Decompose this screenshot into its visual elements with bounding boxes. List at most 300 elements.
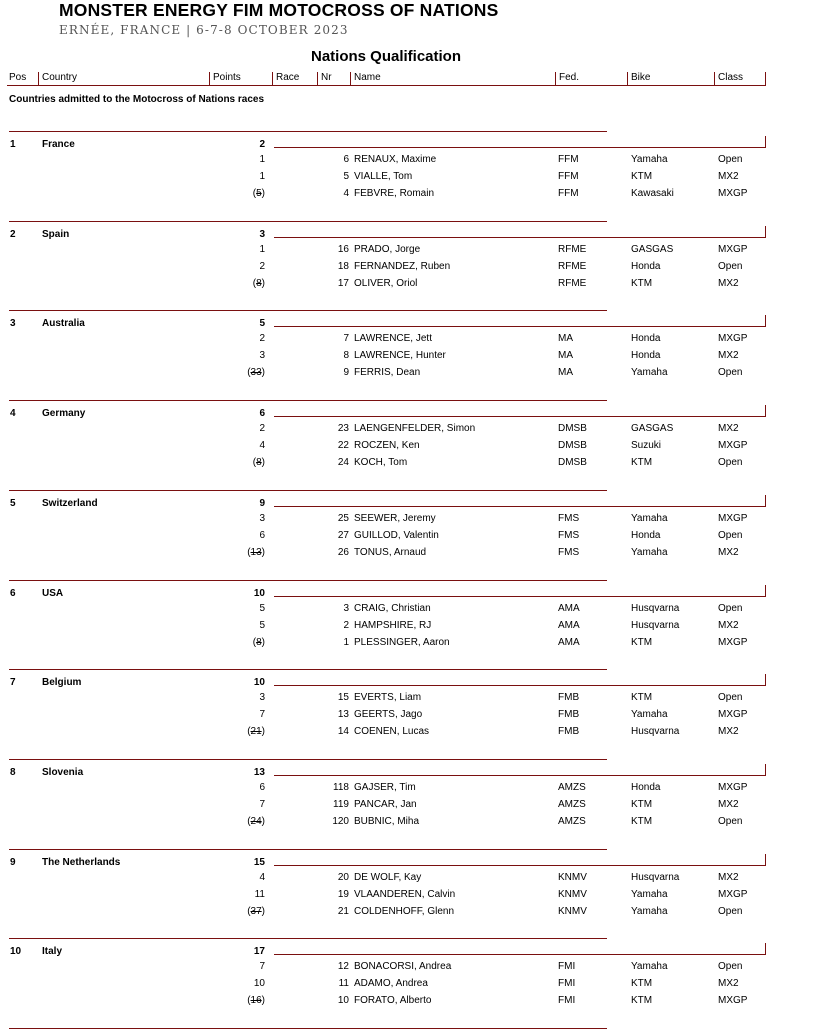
rider-number: 8 (343, 350, 349, 361)
rider-number: 17 (337, 278, 349, 289)
rider-number: 24 (337, 457, 349, 468)
rider-row (0, 816, 830, 833)
table-bottom-divider (9, 1028, 607, 1029)
rider-row (0, 457, 830, 474)
rider-race-result (200, 261, 265, 272)
rider-bike: KTM (631, 799, 653, 810)
rider-race-result: (21) (247, 726, 265, 737)
team-bracket-line (274, 495, 766, 507)
event-title: MONSTER ENERGY FIM MOTOCROSS OF NATIONS (59, 0, 499, 20)
rider-race-result (200, 978, 265, 989)
team-points: 3 (259, 229, 265, 240)
race-result-value: 2 (259, 261, 265, 272)
team-points: 13 (253, 767, 265, 778)
column-header-pos: Pos (9, 72, 27, 83)
team-bracket-line (274, 405, 766, 417)
rider-number: 1 (343, 637, 349, 648)
team-bracket-line (274, 943, 766, 955)
rider-bike: Honda (631, 782, 661, 793)
rider-class: MX2 (718, 350, 739, 361)
rider-race-result (200, 961, 265, 972)
race-result-value: 6 (259, 782, 265, 793)
rider-class: Open (718, 906, 743, 917)
team-bracket-line (274, 136, 766, 148)
rider-federation: FMS (558, 547, 580, 558)
race-result-value: 7 (259, 709, 265, 720)
rider-number: 3 (343, 603, 349, 614)
rider-federation: DMSB (558, 457, 587, 468)
rider-row (0, 244, 830, 261)
rider-class: Open (718, 603, 743, 614)
team-divider (9, 759, 607, 760)
race-result-value: 3 (259, 350, 265, 361)
rider-row (0, 154, 830, 171)
rider-number: 14 (337, 726, 349, 737)
rider-name: BONACORSI, Andrea (354, 961, 452, 972)
rider-race-result (200, 603, 265, 614)
rider-race-result: (8) (252, 278, 265, 289)
rider-federation: FMB (558, 692, 580, 703)
rider-class: MX2 (718, 799, 739, 810)
rider-row (0, 961, 830, 978)
rider-row (0, 440, 830, 457)
rider-number: 19 (337, 889, 349, 900)
rider-class: MX2 (718, 620, 739, 631)
rider-number: 12 (337, 961, 349, 972)
race-result-value: 1 (259, 171, 265, 182)
team-points: 2 (259, 139, 265, 150)
team-divider (9, 669, 607, 670)
team-position: 3 (10, 318, 16, 329)
race-result-value: 5 (259, 620, 265, 631)
rider-name: EVERTS, Liam (354, 692, 422, 703)
rider-name: LAENGENFELDER, Simon (354, 423, 476, 434)
rider-class: MX2 (718, 978, 739, 989)
team-block (0, 400, 830, 490)
rider-race-result (200, 709, 265, 720)
rider-federation: MA (558, 350, 573, 361)
rider-number: 2 (343, 620, 349, 631)
rider-number: 4 (343, 188, 349, 199)
race-result-value: 10 (253, 978, 265, 989)
rider-race-result (200, 513, 265, 524)
rider-race-result: (37) (247, 906, 265, 917)
column-header-name: Name (350, 72, 554, 85)
dropped-race-result: 5 (256, 188, 262, 199)
race-result-value: 3 (259, 513, 265, 524)
rider-bike: Husqvarna (631, 726, 680, 737)
rider-race-result (200, 889, 265, 900)
race-result-value: 7 (259, 961, 265, 972)
race-result-value: 11 (254, 889, 265, 900)
column-header-points: Points (209, 72, 271, 85)
rider-name: TONUS, Arnaud (354, 547, 427, 558)
rider-federation: AMZS (558, 816, 586, 827)
team-bracket-line (274, 226, 766, 238)
race-result-value: 1 (259, 154, 265, 165)
rider-bike: Yamaha (631, 709, 668, 720)
team-block (0, 669, 830, 759)
rider-name: VLAANDEREN, Calvin (354, 889, 456, 900)
rider-federation: MA (558, 367, 573, 378)
rider-name: BUBNIC, Miha (354, 816, 420, 827)
team-block (0, 490, 830, 580)
race-result-value: 4 (259, 872, 265, 883)
team-block (0, 938, 830, 1028)
rider-number: 5 (343, 171, 349, 182)
dropped-race-result: 8 (256, 457, 262, 468)
rider-federation: FMI (558, 961, 576, 972)
team-position: 7 (10, 677, 16, 688)
rider-row (0, 799, 830, 816)
rider-number: 120 (332, 816, 349, 827)
rider-race-result (200, 530, 265, 541)
rider-bike: Honda (631, 333, 661, 344)
rider-name: LAWRENCE, Jett (354, 333, 432, 344)
rider-name: CRAIG, Christian (354, 603, 431, 614)
rider-bike: KTM (631, 171, 653, 182)
team-divider (9, 221, 607, 222)
team-country: Belgium (42, 677, 82, 688)
rider-class: MX2 (718, 872, 739, 883)
rider-federation: AMA (558, 603, 580, 614)
team-country: Germany (42, 408, 86, 419)
team-country: The Netherlands (42, 857, 121, 868)
rider-federation: RFME (558, 261, 587, 272)
rider-class: MX2 (718, 726, 739, 737)
team-position: 8 (10, 767, 16, 778)
team-position: 6 (10, 588, 16, 599)
team-points: 10 (253, 677, 265, 688)
section-label: Countries admitted to the Motocross of Nations races (9, 94, 265, 105)
rider-bike: GASGAS (631, 423, 674, 434)
team-divider (9, 490, 607, 491)
team-block (0, 759, 830, 849)
dropped-race-result: 8 (256, 637, 262, 648)
team-bracket-line (274, 854, 766, 866)
rider-class: MXGP (718, 513, 748, 524)
rider-race-result (200, 350, 265, 361)
rider-bike: Husqvarna (631, 872, 680, 883)
rider-class: Open (718, 154, 743, 165)
rider-class: MX2 (718, 547, 739, 558)
rider-name: LAWRENCE, Hunter (354, 350, 446, 361)
team-country: USA (42, 588, 64, 599)
column-header-bike: Bike (627, 72, 713, 85)
rider-federation: FMS (558, 513, 580, 524)
rider-name: SEEWER, Jeremy (354, 513, 436, 524)
rider-federation: RFME (558, 244, 587, 255)
rider-row (0, 995, 830, 1012)
team-country: Australia (42, 318, 85, 329)
rider-class: MXGP (718, 244, 748, 255)
rider-federation: FFM (558, 171, 579, 182)
header-divider (7, 85, 766, 86)
rider-bike: Yamaha (631, 906, 668, 917)
dropped-race-result: 13 (250, 547, 262, 558)
rider-row (0, 367, 830, 384)
rider-class: Open (718, 261, 743, 272)
rider-race-result (200, 799, 265, 810)
column-header-fed: Fed. (555, 72, 627, 85)
rider-row (0, 278, 830, 295)
rider-race-result (200, 244, 265, 255)
rider-row (0, 603, 830, 620)
rider-race-result: (5) (252, 188, 265, 199)
rider-number: 119 (333, 799, 349, 810)
rider-row (0, 333, 830, 350)
rider-bike: Yamaha (631, 547, 668, 558)
rider-bike: Suzuki (631, 440, 662, 451)
team-country: Spain (42, 229, 70, 240)
rider-federation: AMZS (558, 799, 586, 810)
column-header-race: Race (272, 72, 316, 85)
rider-number: 7 (343, 333, 349, 344)
rider-name: VIALLE, Tom (354, 171, 413, 182)
column-header-country: Country (38, 72, 208, 85)
rider-federation: FMB (558, 709, 580, 720)
rider-federation: FFM (558, 154, 579, 165)
header-divider (765, 72, 766, 85)
dropped-race-result: 37 (250, 906, 262, 917)
rider-race-result: (8) (252, 457, 265, 468)
rider-race-result (200, 782, 265, 793)
rider-number: 23 (337, 423, 349, 434)
rider-class: MX2 (718, 171, 739, 182)
dropped-race-result: 24 (250, 816, 262, 827)
rider-federation: FFM (558, 188, 579, 199)
rider-federation: FMI (558, 978, 576, 989)
team-position: 4 (10, 408, 16, 419)
column-header-nr: Nr (317, 72, 349, 85)
team-position: 1 (10, 139, 16, 150)
team-bracket-line (274, 674, 766, 686)
team-divider (9, 400, 607, 401)
team-bracket-line (274, 315, 766, 327)
rider-bike: KTM (631, 457, 653, 468)
rider-bike: KTM (631, 995, 653, 1006)
rider-bike: Yamaha (631, 154, 668, 165)
rider-bike: Honda (631, 530, 661, 541)
rider-federation: DMSB (558, 423, 587, 434)
rider-name: OLIVER, Oriol (354, 278, 418, 289)
rider-race-result (200, 423, 265, 434)
team-divider (9, 310, 607, 311)
rider-class: MXGP (718, 440, 748, 451)
rider-number: 18 (337, 261, 349, 272)
rider-federation: KNMV (558, 889, 587, 900)
rider-number: 13 (337, 709, 349, 720)
rider-name: PANCAR, Jan (354, 799, 417, 810)
rider-federation: RFME (558, 278, 587, 289)
rider-bike: Yamaha (631, 367, 668, 378)
team-bracket-line (274, 585, 766, 597)
team-points: 5 (259, 318, 265, 329)
team-country: Slovenia (42, 767, 84, 778)
team-position: 9 (10, 857, 16, 868)
rider-bike: Husqvarna (631, 603, 680, 614)
rider-class: Open (718, 816, 743, 827)
rider-number: 9 (343, 367, 349, 378)
rider-name: ROCZEN, Ken (354, 440, 420, 451)
rider-row (0, 637, 830, 654)
rider-class: Open (718, 961, 743, 972)
rider-row (0, 530, 830, 547)
rider-row (0, 692, 830, 709)
race-result-value: 6 (259, 530, 265, 541)
team-block (0, 131, 830, 221)
rider-race-result (200, 620, 265, 631)
team-position: 2 (10, 229, 16, 240)
rider-row (0, 513, 830, 530)
team-country: Italy (42, 946, 63, 957)
team-divider (9, 849, 607, 850)
rider-race-result: (24) (247, 816, 265, 827)
rider-number: 16 (337, 244, 349, 255)
race-result-value: 2 (259, 423, 265, 434)
rider-class: MXGP (718, 709, 748, 720)
rider-class: MX2 (718, 278, 739, 289)
rider-race-result (200, 440, 265, 451)
team-block (0, 310, 830, 400)
rider-federation: FMI (558, 995, 576, 1006)
rider-federation: FMB (558, 726, 580, 737)
race-result-value: 4 (259, 440, 265, 451)
rider-name: ADAMO, Andrea (354, 978, 428, 989)
rider-bike: Yamaha (631, 513, 668, 524)
rider-row (0, 978, 830, 995)
team-block (0, 849, 830, 939)
team-position: 5 (10, 498, 16, 509)
rider-race-result (200, 872, 265, 883)
team-points: 15 (253, 857, 265, 868)
rider-bike: Kawasaki (631, 188, 674, 199)
rider-name: FERNANDEZ, Ruben (354, 261, 451, 272)
race-result-value: 3 (259, 692, 265, 703)
rider-row (0, 620, 830, 637)
race-result-value: 7 (259, 799, 265, 810)
rider-name: FORATO, Alberto (354, 995, 432, 1006)
rider-name: DE WOLF, Kay (354, 872, 422, 883)
rider-race-result: (16) (247, 995, 265, 1006)
rider-row (0, 906, 830, 923)
dropped-race-result: 16 (250, 995, 262, 1006)
rider-row (0, 423, 830, 440)
rider-federation: AMZS (558, 782, 586, 793)
rider-race-result (200, 171, 265, 182)
rider-number: 10 (337, 995, 349, 1006)
team-block (0, 580, 830, 670)
rider-row (0, 889, 830, 906)
team-divider (9, 938, 607, 939)
rider-class: Open (718, 692, 743, 703)
rider-number: 11 (338, 978, 349, 989)
rider-bike: KTM (631, 637, 653, 648)
team-bracket-line (274, 764, 766, 776)
rider-bike: KTM (631, 692, 653, 703)
rider-race-result: (8) (252, 637, 265, 648)
rider-class: MXGP (718, 637, 748, 648)
dropped-race-result: 21 (250, 726, 262, 737)
rider-federation: KNMV (558, 872, 587, 883)
rider-federation: AMA (558, 637, 580, 648)
dropped-race-result: 8 (256, 278, 262, 289)
rider-number: 20 (337, 872, 349, 883)
rider-number: 118 (333, 782, 349, 793)
rider-name: KOCH, Tom (354, 457, 408, 468)
team-points: 10 (253, 588, 265, 599)
rider-class: MXGP (718, 995, 748, 1006)
dropped-race-result: 33 (250, 367, 262, 378)
rider-row (0, 171, 830, 188)
rider-row (0, 782, 830, 799)
team-divider (9, 580, 607, 581)
event-subtitle: ERNÉE, FRANCE | 6-7-8 OCTOBER 2023 (59, 23, 349, 37)
rider-bike: KTM (631, 978, 653, 989)
rider-name: FEBVRE, Romain (354, 188, 435, 199)
team-position: 10 (10, 946, 22, 957)
rider-number: 22 (337, 440, 349, 451)
race-result-value: 1 (259, 244, 265, 255)
rider-class: Open (718, 457, 743, 468)
rider-name: GAJSER, Tim (354, 782, 416, 793)
rider-name: PLESSINGER, Aaron (354, 637, 450, 648)
rider-race-result (200, 333, 265, 344)
team-points: 6 (259, 408, 265, 419)
rider-bike: Yamaha (631, 889, 668, 900)
rider-bike: Husqvarna (631, 620, 680, 631)
rider-race-result: (13) (247, 547, 265, 558)
rider-bike: KTM (631, 278, 653, 289)
rider-federation: FMS (558, 530, 580, 541)
rider-row (0, 547, 830, 564)
rider-name: FERRIS, Dean (354, 367, 421, 378)
rider-bike: KTM (631, 816, 653, 827)
rider-number: 15 (337, 692, 349, 703)
rider-class: MX2 (718, 423, 739, 434)
rider-bike: Honda (631, 261, 661, 272)
rider-name: GUILLOD, Valentin (354, 530, 439, 541)
column-header-class: Class (714, 72, 764, 85)
rider-number: 27 (337, 530, 349, 541)
rider-class: MXGP (718, 889, 748, 900)
team-points: 17 (253, 946, 265, 957)
rider-name: RENAUX, Maxime (354, 154, 437, 165)
rider-row (0, 709, 830, 726)
page-title: Nations Qualification (310, 48, 461, 65)
rider-name: HAMPSHIRE, RJ (354, 620, 432, 631)
race-result-value: 5 (259, 603, 265, 614)
rider-row (0, 872, 830, 889)
rider-class: MXGP (718, 782, 748, 793)
rider-federation: MA (558, 333, 573, 344)
rider-bike: Honda (631, 350, 661, 361)
rider-federation: KNMV (558, 906, 587, 917)
rider-row (0, 188, 830, 205)
team-country: Switzerland (42, 498, 98, 509)
rider-number: 26 (337, 547, 349, 558)
rider-bike: GASGAS (631, 244, 674, 255)
rider-federation: AMA (558, 620, 580, 631)
rider-class: Open (718, 367, 743, 378)
rider-class: Open (718, 530, 743, 541)
rider-row (0, 726, 830, 743)
rider-class: MXGP (718, 188, 748, 199)
rider-name: COENEN, Lucas (354, 726, 430, 737)
team-points: 9 (259, 498, 265, 509)
rider-number: 21 (337, 906, 349, 917)
rider-number: 6 (343, 154, 349, 165)
